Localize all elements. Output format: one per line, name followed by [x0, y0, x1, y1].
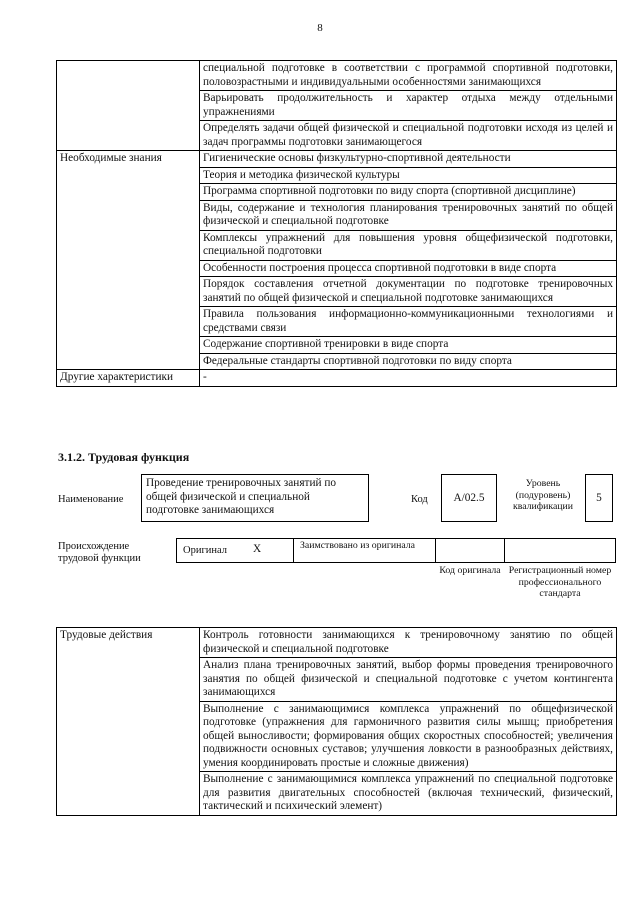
row-value: Программа спортивной подготовки по виду спорта (спортивной дисциплине)	[200, 184, 617, 201]
code-box	[441, 474, 497, 522]
borrowed-cell	[293, 538, 436, 563]
labor-action-item: Выполнение с занимающимися комплекса упражнений по общефизической подготовке (упражнения для гармоничного развития силы мышц; приобретения общей выносливости; формирования общих скоростных способностей; увеличения подвижности основных суставов; улучшения ловкости в разнообразных действиях, умения координировать простые и сложные движения)	[200, 701, 617, 772]
row-value: специальной подготовке в соответствии с программой спортивной подготовки, половозрастными и индивидуальными особенностями занимающихся	[200, 61, 617, 91]
reg-number-cell	[504, 538, 616, 563]
borrowed-label: Заимствовано из оригинала	[300, 540, 415, 551]
row-value: -	[200, 370, 617, 387]
table-row	[57, 370, 617, 387]
orig-code-label: Код оригинала	[439, 565, 501, 576]
name-label: Наименование	[58, 494, 124, 505]
reg-number-label: Регистрационный номер профессионального стандарта	[508, 565, 612, 599]
row-value: Правила пользования информационно-коммуникационными технологиями и средствами связи	[200, 307, 617, 337]
function-name-box	[141, 474, 369, 522]
original-mark: X	[253, 543, 262, 555]
orig-code-cell	[435, 538, 505, 563]
original-cell	[176, 538, 294, 563]
function-name-value: Проведение тренировочных занятий по общей физической и специальной подготовке занимающихся	[146, 477, 337, 516]
labor-action-item: Анализ плана тренировочных занятий, выбор формы проведения тренировочного занятия по общей физической и специальной подготовке с учетом контингента занимающихся	[200, 658, 617, 702]
page-number: 8	[317, 22, 323, 34]
labor-action-item: Контроль готовности занимающихся к тренировочному занятию по общей физической и специальной подготовке	[200, 628, 617, 658]
row-value: Гигиенические основы физкультурно-спортивной деятельности	[200, 151, 617, 168]
row-value: Варьировать продолжительность и характер отдыха между отдельными упражнениями	[200, 91, 617, 121]
row-label: Другие характеристики	[57, 370, 200, 387]
origin-label: Происхождение трудовой функции	[58, 541, 141, 564]
code-label: Код	[411, 494, 428, 505]
row-value: Особенности построения процесса спортивной подготовки в виде спорта	[200, 260, 617, 277]
row-value: Теория и методика физической культуры	[200, 167, 617, 184]
table-row	[57, 61, 617, 91]
original-label: Оригинал	[183, 545, 227, 556]
level-value: 5	[596, 492, 602, 504]
code-value: A/02.5	[453, 492, 485, 504]
level-box	[585, 474, 613, 522]
row-value: Федеральные стандарты спортивной подготовки по виду спорта	[200, 353, 617, 370]
row-label	[57, 61, 200, 151]
row-value: Порядок составления отчетной документации по подготовке тренировочных занятий по общей физической и специальной подготовке занимающихся	[200, 277, 617, 307]
labor-action-item: Выполнение с занимающимися комплекса упражнений по специальной подготовке для развития двигательных способностей (включая технический, физический, тактический и психический элемент)	[200, 772, 617, 816]
table-row	[57, 628, 617, 658]
row-value: Определять задачи общей физической и специальной подготовки исходя из целей и задач программы подготовки занимающегося	[200, 121, 617, 151]
section-heading: 3.1.2. Трудовая функция	[58, 450, 190, 464]
labor-actions-table	[56, 627, 617, 816]
row-label: Необходимые знания	[57, 151, 200, 370]
skills-knowledge-table	[56, 60, 617, 387]
table-row	[57, 151, 617, 168]
row-value: Виды, содержание и технология планирования тренировочных занятий по общей физической и специальной подготовке	[200, 200, 617, 230]
row-value: Комплексы упражнений для повышения уровня общефизической подготовки, специальной подготовки	[200, 230, 617, 260]
row-value: Содержание спортивной тренировки в виде спорта	[200, 337, 617, 354]
labor-actions-label: Трудовые действия	[57, 628, 200, 816]
level-label: Уровень (подуровень) квалификации	[512, 478, 574, 512]
